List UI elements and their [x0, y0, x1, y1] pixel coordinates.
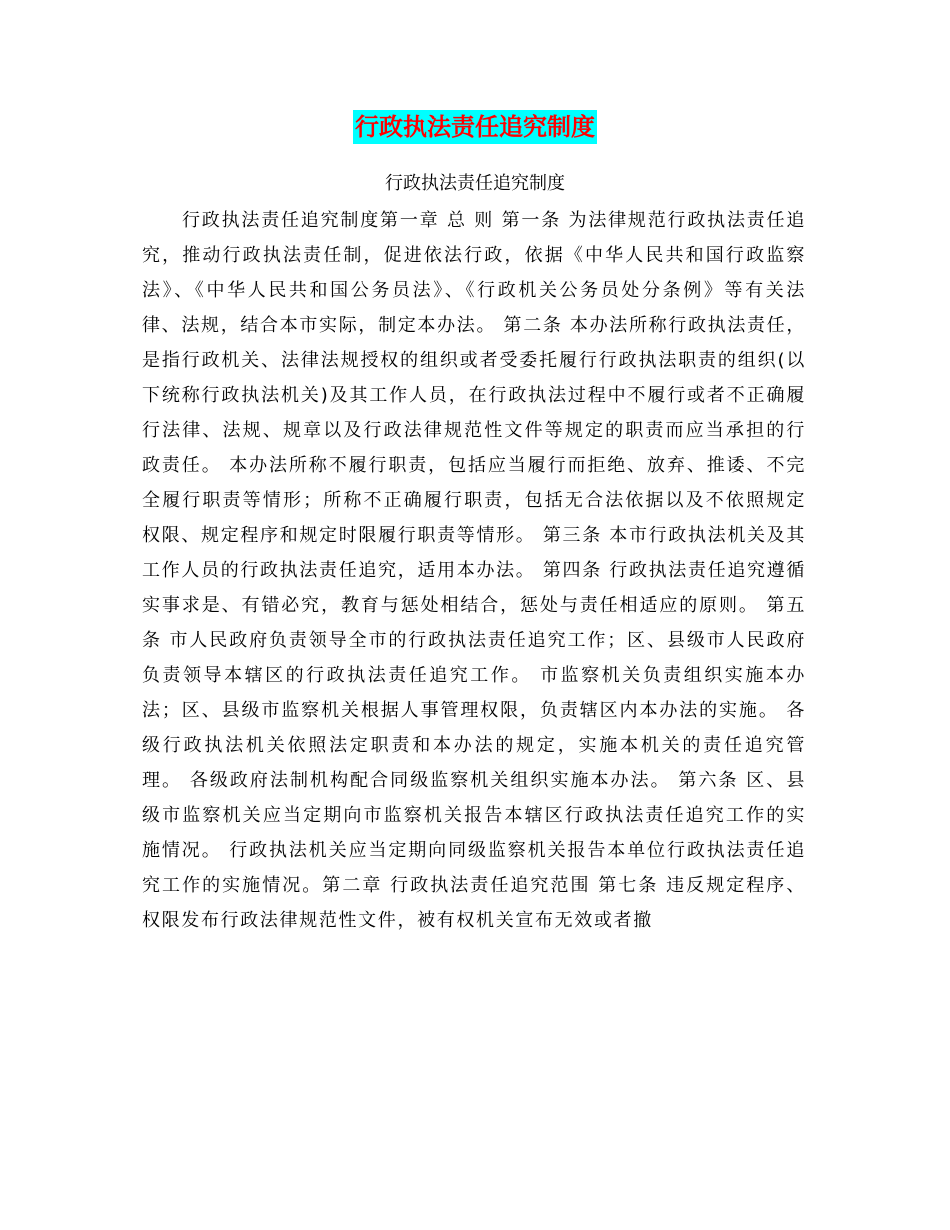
document-subtitle: 行政执法责任追究制度 [385, 173, 565, 194]
title-container [0, 110, 950, 144]
document-title: 行政执法责任追究制度 [353, 110, 597, 144]
document-body-text: 行政执法责任追究制度第一章 总 则 第一条 为法律规范行政执法责任追究，推动行政执法责任制，促进依法行政，依据《中华人民共和国行政监察法》、《中华人民共和国公务员法》、《行政机关公务员处分条例》等有关法律、法规，结合本市实际，制定本办法。 第二条 本办法所称行政执法责任，是指行政机关、法律法规授权的组织或者受委托履行行政执法职责的组织(以下统称行政执法机关)及其工作人员，在行政执法过程中不履行或者不正确履行法律、法规、规章以及行政法律规范性文件等规定的职责而应当承担的行政责任。 本办法所称不履行职责，包括应当履行而拒绝、放弃、推诿、不完全履行职责等情形；所称不正确履行职责，包括无合法依据以及不依照规定权限、规定程序和规定时限履行职责等情形。 第三条 本市行政执法机关及其工作人员的行政执法责任追究，适用本办法。 第四条 行政执法责任追究遵循实事求是、有错必究，教育与惩处相结合，惩处与责任相适应的原则。 第五条 市人民政府负责领导全市的行政执法责任追究工作；区、县级市人民政府负责领导本辖区的行政执法责任追究工作。 市监察机关负责组织实施本办法；区、县级市监察机关根据人事管理权限，负责辖区内本办法的实施。 各级行政执法机关依照法定职责和本办法的规定，实施本机关的责任追究管理。 各级政府法制机构配合同级监察机关组织实施本办法。 第六条 区、县级市监察机关应当定期向市监察机关报告本辖区行政执法责任追究工作的实施情况。 行政执法机关应当定期向同级监察机关报告本单位行政执法责任追究工作的实施情况。第二章 行政执法责任追究范围 第七条 违反规定程序、权限发布行政法律规范性文件，被有权机关宣布无效或者撤 [142, 210, 806, 931]
